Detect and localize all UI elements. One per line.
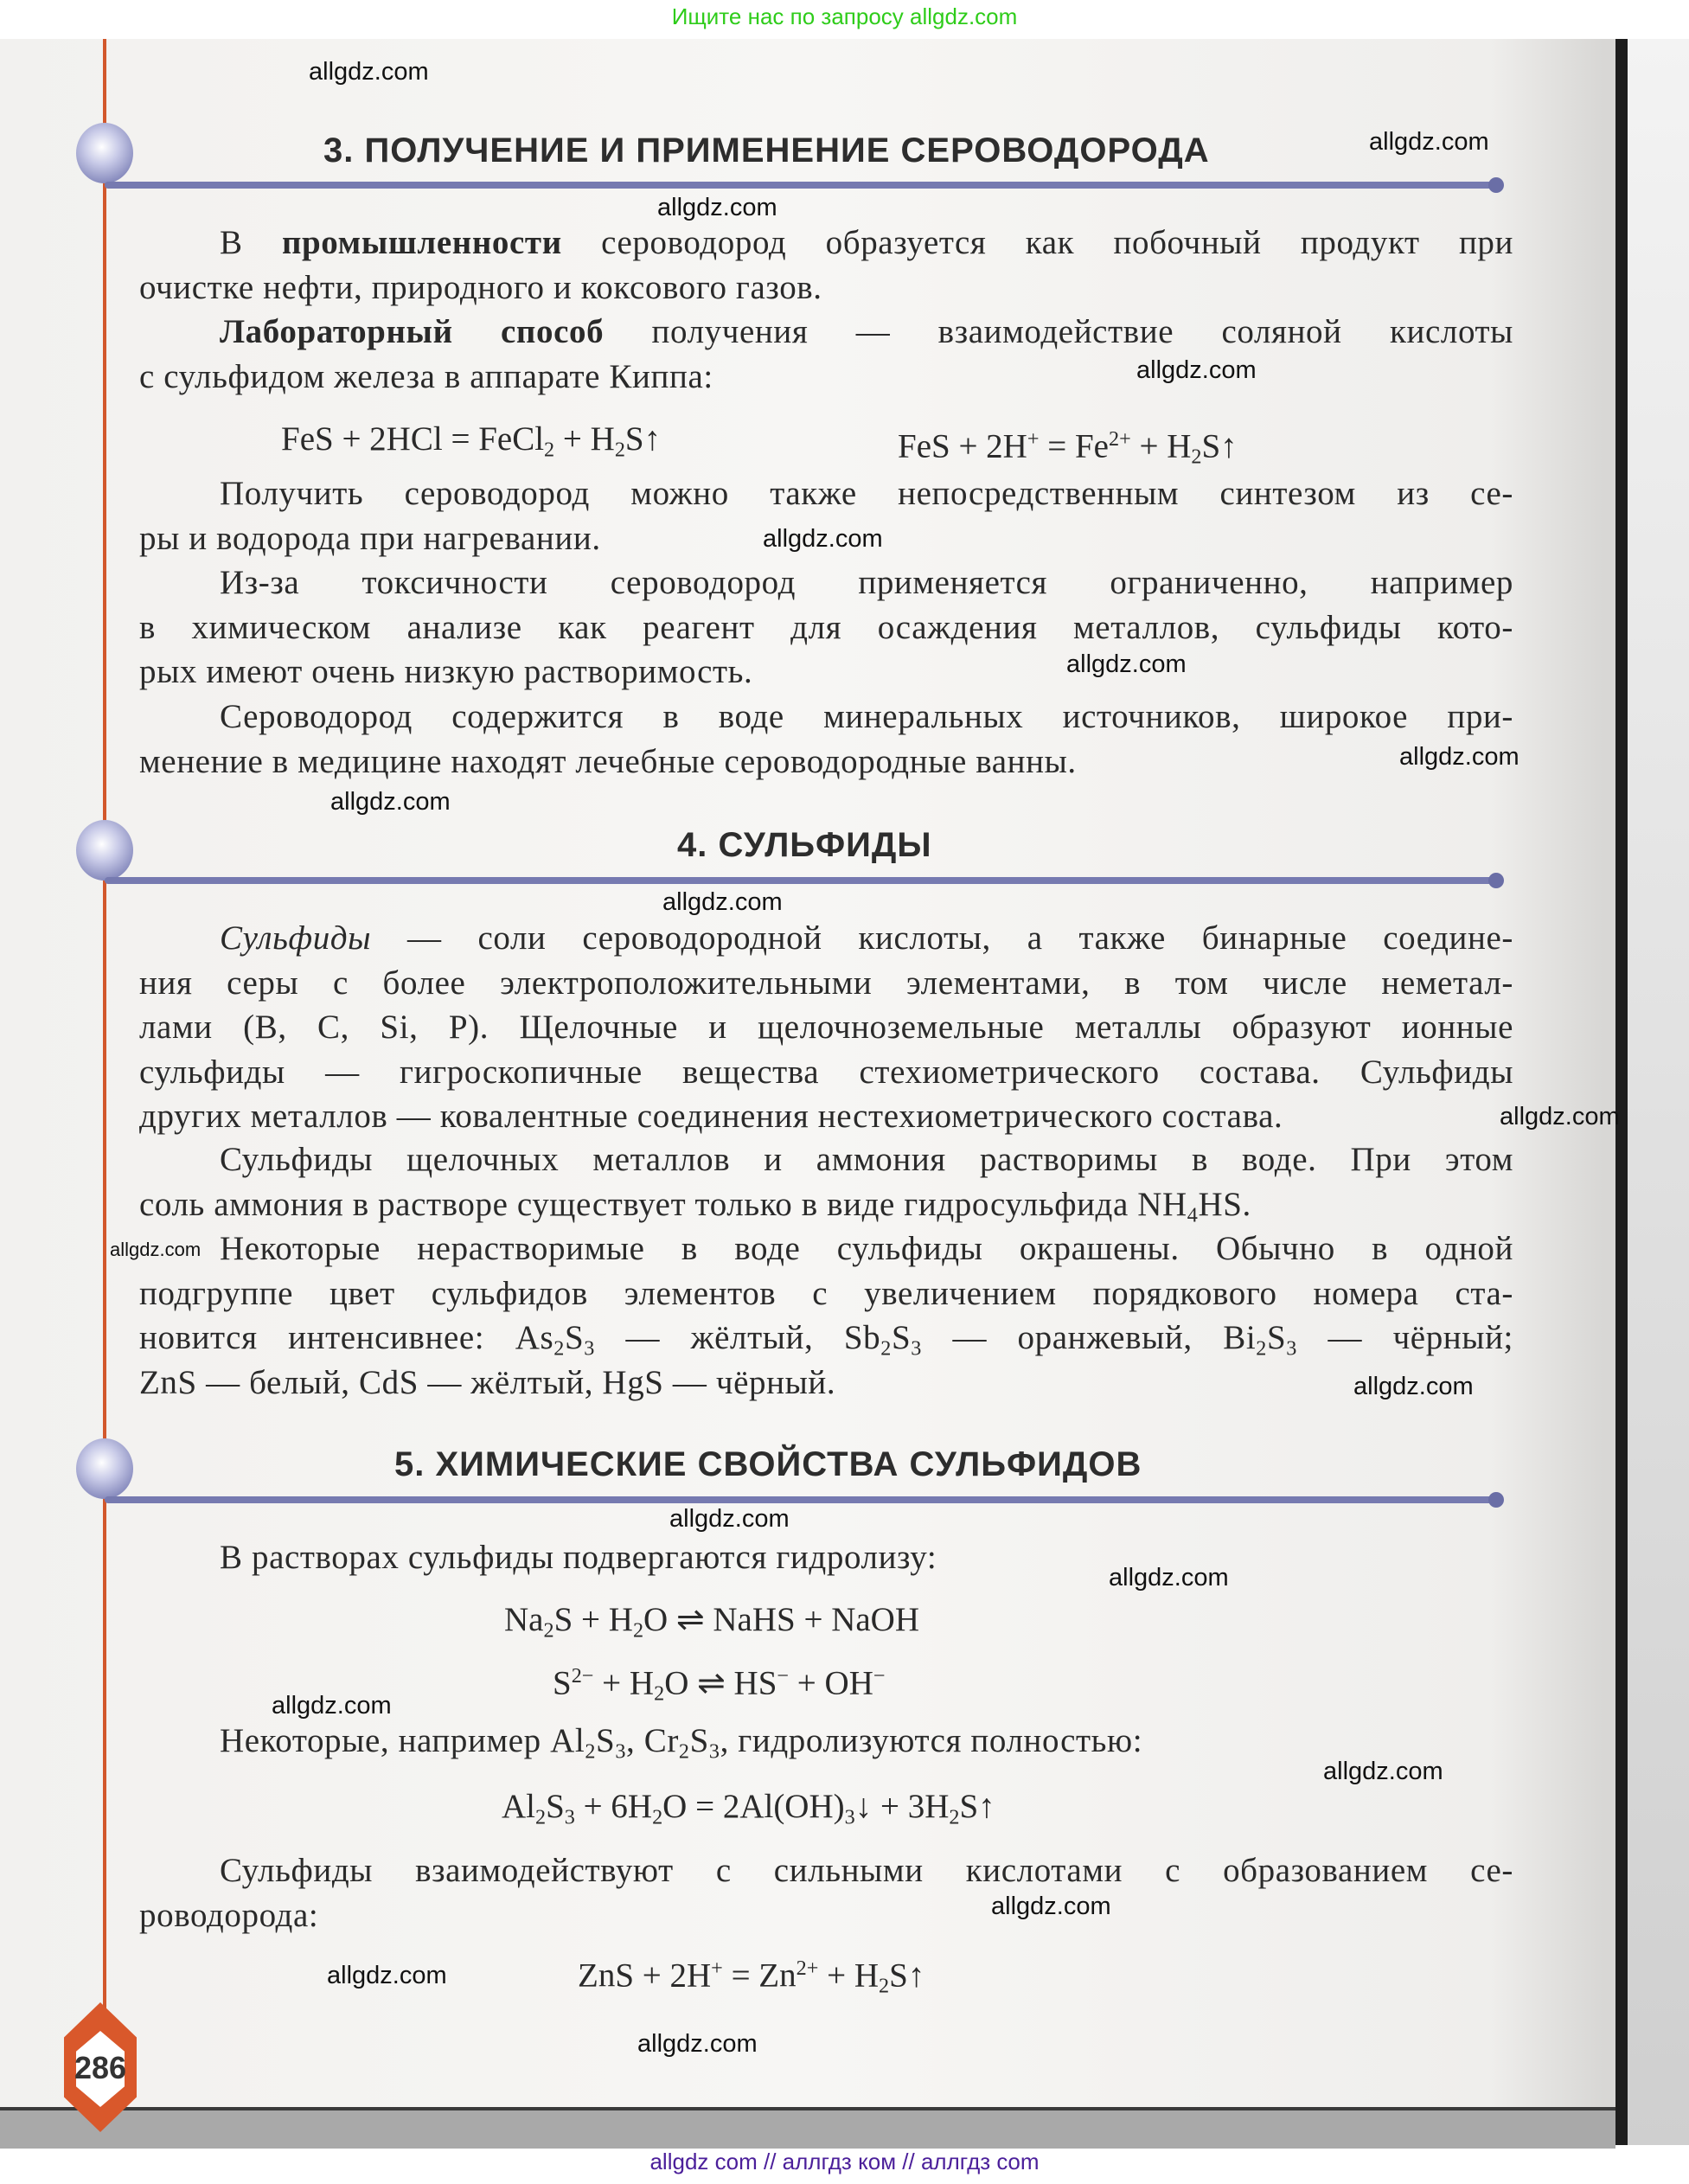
watermark: allgdz.com (330, 788, 451, 816)
text-segment: Сульфиды (220, 919, 372, 957)
text-segment: Сероводород содержится в воде минеральных источников, широкое при- (220, 698, 1513, 735)
equation (502, 1784, 995, 1839)
watermark: allgdz.com (662, 888, 783, 916)
text-segment: 3 (1286, 1336, 1297, 1361)
text-line (139, 1050, 1513, 1095)
text-segment: 3 (911, 1336, 922, 1361)
page-bottom-band (0, 2107, 1615, 2149)
text-segment: + OH (789, 1664, 873, 1702)
text-segment: В (220, 224, 282, 261)
text-segment: O ⇌ HS (664, 1664, 777, 1702)
text-line (139, 1719, 1513, 1764)
text-line (139, 1893, 1513, 1938)
top-banner: Ищите нас по запросу allgdz.com (671, 3, 1018, 29)
text-segment: − (873, 1664, 886, 1688)
watermark: allgdz.com (1109, 1564, 1229, 1592)
text-segment: S (564, 1319, 585, 1356)
text-segment: 2 (678, 1739, 690, 1764)
text-segment: промышленности (281, 224, 562, 261)
text-segment: 2 (535, 1805, 547, 1829)
text-segment: + H (554, 420, 615, 458)
page-edge (1615, 39, 1628, 2145)
text-segment: 2 (614, 438, 625, 462)
text-segment: получения — взаимодействие соляной кислоты (604, 313, 1513, 350)
text-segment: 2 (880, 1336, 892, 1361)
text-segment: соль аммония в растворе существует только в виде гидросульфида NH (139, 1185, 1187, 1223)
text-segment: сероводород образуется как побочный продукт при (561, 224, 1513, 261)
paragraph (139, 310, 1513, 399)
text-segment: Сульфиды щелочных металлов и аммония растворимы в воде. При этом (220, 1141, 1513, 1178)
text-segment: HS. (1198, 1185, 1251, 1223)
section-bullet-icon (76, 820, 133, 881)
text-segment: ры и водорода при нагревании. (139, 519, 601, 557)
heading-rule (105, 1496, 1499, 1503)
section-heading-5: 5. ХИМИЧЕСКИЕ СВОЙСТВА СУЛЬФИДОВ (394, 1445, 1142, 1483)
text-segment: + 6H (574, 1788, 653, 1825)
text-segment: ZnS + 2H (578, 1957, 712, 1995)
text-line (139, 355, 1513, 400)
text-segment: Al (502, 1788, 535, 1825)
text-line (139, 605, 1513, 650)
watermark: allgdz.com (991, 1893, 1111, 1920)
text-segment: S↑ (624, 420, 662, 458)
text-segment: очистке нефти, природного и коксового газов. (139, 268, 822, 306)
text-segment: S (689, 1722, 709, 1759)
paragraph (139, 916, 1513, 1139)
text-segment: O ⇌ NaHS + NaOH (643, 1601, 920, 1638)
text-segment: 2+ (796, 1957, 819, 1980)
text-segment: сульфиды — гигроскопичные вещества стехиометрического состава. Сульфиды (139, 1053, 1513, 1091)
text-segment: S (596, 1722, 616, 1759)
text-segment: S↑ (959, 1788, 995, 1825)
text-segment: S↑ (1201, 427, 1238, 465)
equation (553, 1654, 886, 1716)
text-line (139, 471, 1513, 516)
text-segment: + (711, 1957, 723, 1980)
section-heading-3: 3. ПОЛУЧЕНИЕ И ПРИМЕНЕНИЕ СЕРОВОДОРОДА (323, 131, 1210, 170)
text-segment: 2 (949, 1805, 960, 1829)
text-segment: − (777, 1664, 790, 1688)
text-segment: S (546, 1788, 565, 1825)
text-segment: 2− (571, 1664, 594, 1688)
margin-line (103, 39, 106, 2054)
text-line (139, 740, 1513, 785)
watermark: allgdz.com (110, 1239, 202, 1260)
watermark: allgdz.com (1353, 1373, 1474, 1400)
text-segment: 3 (708, 1739, 720, 1764)
text-segment: лами (B, C, Si, P). Щелочные и щелочноземельные металлы образуют ионные (139, 1009, 1513, 1046)
text-line (139, 1535, 1513, 1580)
text-segment: 3 (584, 1336, 595, 1361)
text-line (139, 916, 1513, 961)
text-line (139, 1182, 1513, 1227)
watermark: allgdz.com (1399, 743, 1519, 771)
watermark: allgdz.com (1136, 356, 1257, 384)
text-segment: FeS + 2H (898, 427, 1027, 465)
text-line (139, 221, 1513, 266)
text-segment: 2 (879, 1974, 890, 1998)
text-segment: 3 (615, 1739, 626, 1764)
text-segment: S (1266, 1319, 1287, 1356)
text-line (139, 1316, 1513, 1361)
text-segment: Некоторые нерастворимые в воде сульфиды окрашены. Обычно в одной (220, 1230, 1513, 1267)
paragraph (139, 221, 1513, 310)
text-segment: 2 (1256, 1336, 1267, 1361)
text-segment: 3 (844, 1805, 855, 1829)
text-segment: — оранжевый, Bi (921, 1319, 1257, 1356)
text-line (139, 1848, 1513, 1893)
text-segment: S + H (553, 1601, 633, 1638)
text-segment: рых имеют очень низкую растворимость. (139, 653, 753, 690)
watermark: allgdz.com (1500, 1103, 1620, 1130)
watermark: allgdz.com (309, 58, 429, 86)
text-segment: — чёрный; (1296, 1319, 1513, 1356)
text-line (139, 1005, 1513, 1050)
watermark: allgdz.com (1066, 650, 1187, 678)
text-segment: S↑ (889, 1957, 925, 1995)
text-segment: с сульфидом железа в аппарате Киппа: (139, 357, 713, 395)
watermark: allgdz.com (763, 525, 883, 553)
watermark: allgdz.com (1323, 1758, 1443, 1785)
watermark: allgdz.com (1369, 128, 1489, 156)
text-segment: — жёлтый, Sb (594, 1319, 881, 1356)
text-segment: роводорода: (139, 1896, 319, 1934)
text-segment: Сульфиды взаимодействуют с сильными кислотами с образованием се- (220, 1852, 1513, 1889)
heading-rule (105, 877, 1499, 884)
text-segment: 2 (544, 438, 555, 462)
text-segment: новится интенсивнее: As (139, 1319, 554, 1356)
text-line (139, 310, 1513, 355)
text-segment: = Zn (722, 1957, 797, 1995)
footer-banner: allgdz com // аллгдз ком // аллгдз com (649, 2149, 1040, 2174)
text-segment: ния серы с более электроположительными элементами, в том числе неметал- (139, 964, 1513, 1002)
paragraph (139, 695, 1513, 784)
text-line (139, 695, 1513, 740)
watermark: allgdz.com (327, 1962, 447, 1989)
text-segment: , Cr (626, 1722, 679, 1759)
text-segment: FeS + 2HCl = FeCl (281, 420, 545, 458)
text-segment: менение в медицине находят лечебные сероводородные ванны. (139, 742, 1077, 780)
section-heading-4: 4. СУЛЬФИДЫ (677, 826, 932, 864)
watermark: allgdz.com (637, 2030, 758, 2058)
text-line (139, 266, 1513, 311)
heading-rule (105, 182, 1499, 189)
text-segment: подгруппе цвет сульфидов элементов с увеличением порядкового номера ста- (139, 1274, 1513, 1312)
text-segment: + H (593, 1664, 655, 1702)
paragraph (139, 1535, 1513, 1580)
text-segment: Получить сероводород можно также непосредственным синтезом из се- (220, 475, 1513, 512)
text-segment: ↓ + 3H (854, 1788, 950, 1825)
text-segment: ZnS — белый, CdS — жёлтый, HgS — чёрный. (139, 1363, 836, 1401)
text-segment: S (891, 1319, 912, 1356)
text-line (139, 1361, 1513, 1406)
watermark: allgdz.com (669, 1505, 790, 1533)
text-segment: 2 (654, 1681, 665, 1706)
text-line (139, 1271, 1513, 1316)
text-segment: В растворах сульфиды подвергаются гидролизу: (220, 1539, 937, 1576)
paragraph (139, 1137, 1513, 1226)
equation (578, 1946, 924, 2008)
text-segment: — соли сероводородной кислоты, а также бинарные соедине- (371, 919, 1513, 957)
page-number: 286 (74, 2050, 127, 2085)
text-segment: + (1027, 427, 1040, 451)
equation (898, 417, 1238, 479)
watermark: allgdz.com (657, 194, 777, 221)
equation (281, 417, 661, 471)
text-segment: 2 (543, 1618, 554, 1643)
section-bullet-icon (76, 1438, 133, 1499)
text-segment: других металлов — ковалентные соединения нестехиометрического состава. (139, 1098, 1283, 1135)
text-segment: 2 (652, 1805, 663, 1829)
text-segment: 3 (564, 1805, 575, 1829)
paragraph (139, 1226, 1513, 1405)
text-segment: , гидролизуются полностью: (720, 1722, 1143, 1759)
text-segment: + H (1130, 427, 1192, 465)
section-bullet-icon (76, 123, 133, 183)
text-segment: Na (504, 1601, 544, 1638)
text-segment: 2 (585, 1739, 597, 1764)
text-segment: = Fe (1039, 427, 1109, 465)
paragraph (139, 560, 1513, 695)
text-line (139, 650, 1513, 695)
text-segment: 2+ (1109, 427, 1131, 451)
text-segment: S (553, 1664, 572, 1702)
text-segment: 2 (1191, 445, 1202, 469)
text-line (139, 1094, 1513, 1139)
text-line (139, 1226, 1513, 1271)
watermark: allgdz.com (272, 1692, 392, 1720)
text-segment: 2 (553, 1336, 565, 1361)
next-page-edge (1628, 39, 1689, 2145)
text-segment: Некоторые, например Al (220, 1722, 585, 1759)
paragraph (139, 1848, 1513, 1937)
text-segment: O = 2Al(OH) (662, 1788, 845, 1825)
text-segment: 2 (632, 1618, 644, 1643)
equation (504, 1598, 919, 1652)
text-segment: + H (818, 1957, 880, 1995)
text-line (139, 1137, 1513, 1182)
text-segment: Лабораторный способ (220, 313, 605, 350)
text-segment: Из-за токсичности сероводород применяется ограниченно, например (220, 564, 1513, 601)
text-line (139, 560, 1513, 605)
paragraph (139, 1719, 1513, 1764)
text-line (139, 961, 1513, 1006)
text-segment: 4 (1187, 1202, 1199, 1226)
text-segment: в химическом анализе как реагент для осаждения металлов, сульфиды кото- (139, 608, 1513, 646)
